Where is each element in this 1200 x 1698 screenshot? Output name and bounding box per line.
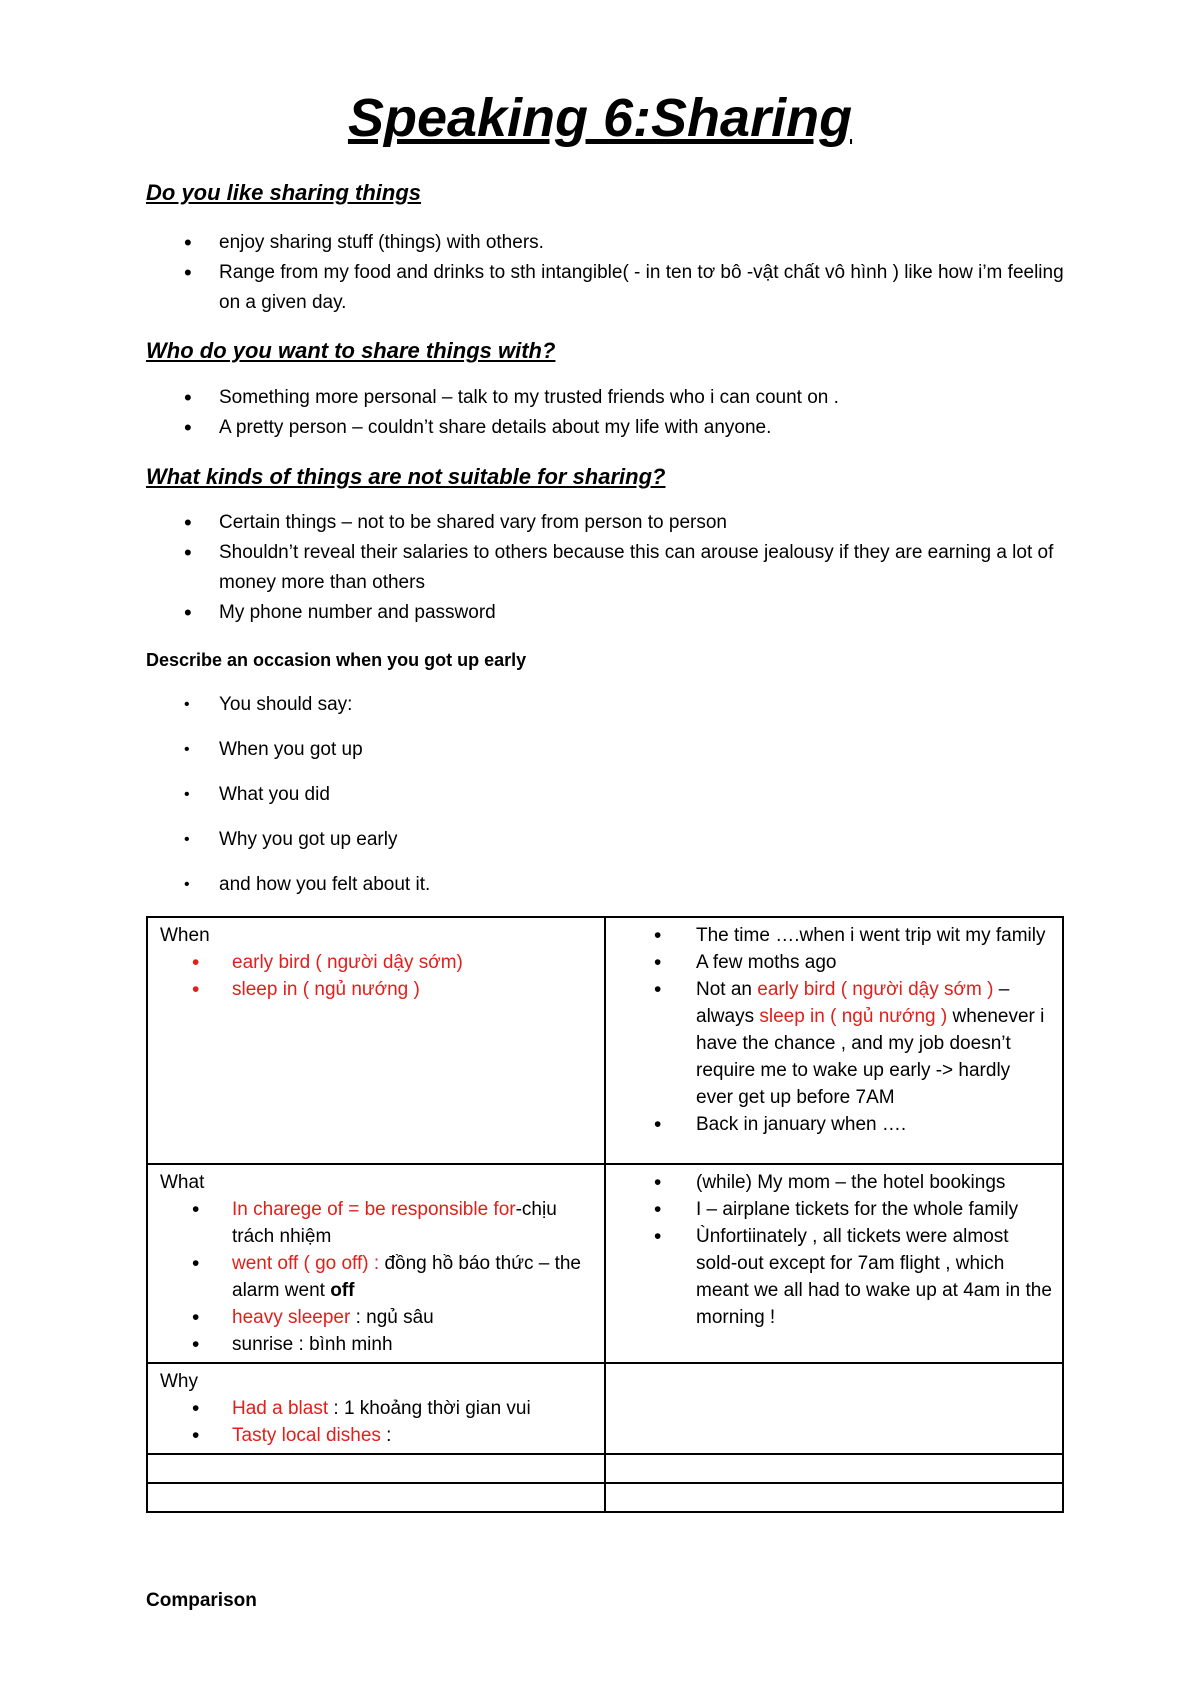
- answer-list: [646, 1169, 1052, 1331]
- table-row-empty: [147, 1454, 1063, 1483]
- question-heading-3: What kinds of things are not suitable for sharing?: [146, 464, 666, 489]
- text-run: :: [380, 1425, 392, 1446]
- highlight-text: early bird ( người dậy sớm ): [757, 979, 994, 1000]
- vocab-list: [160, 1196, 594, 1358]
- text-run: – always: [696, 979, 1010, 1027]
- cue-card-heading: Describe an occasion when you got up early: [146, 650, 527, 670]
- vocab-list: [160, 1395, 594, 1449]
- list-item: • (while) My mom – the hotel bookings: [646, 1169, 1052, 1196]
- vocab-list: [160, 949, 594, 1003]
- row-label-what: What: [160, 1172, 205, 1193]
- list-item: • Certain things – not to be shared vary from person to person: [146, 508, 1066, 538]
- highlight-text: In charege of = be responsible for: [232, 1199, 516, 1220]
- table-cell: [147, 1483, 605, 1512]
- question-heading-2: Who do you want to share things with?: [146, 338, 556, 363]
- list-item: • sunrise : bình minh: [160, 1331, 594, 1358]
- list-item: • sleep in ( ngủ nướng ): [160, 976, 594, 1003]
- table-row-why: [147, 1363, 1063, 1454]
- text-run: whenever i have the chance , and my job doesn’t require me to wake up early -> hardly ever get up before 7AM: [696, 1006, 1045, 1108]
- table-cell: [147, 1363, 605, 1454]
- text-run: : ngủ sâu: [350, 1307, 434, 1328]
- list-item: • Shouldn’t reveal their salaries to others because this can arouse jealousy if they are earning a lot of money more than others: [146, 538, 1066, 598]
- row-label-why: Why: [160, 1371, 198, 1392]
- list-item: • Range from my food and drinks to sth intangible( - in ten tơ bô -vật chất vô hình ) like how i’m feeling on a given day.: [146, 258, 1066, 318]
- list-item: • The time ….when i went trip wit my family: [646, 922, 1052, 949]
- list-item: • enjoy sharing stuff (things) with others.: [146, 228, 1066, 258]
- list-item: • Back in january when ….: [646, 1111, 1052, 1138]
- list-item: [646, 976, 1052, 1111]
- footer-heading: Comparison: [146, 1590, 257, 1611]
- table-row-what: [147, 1164, 1063, 1363]
- highlight-text: Tasty local dishes: [232, 1425, 381, 1446]
- table-cell: [147, 1454, 605, 1483]
- cue-card-list: [146, 682, 1066, 907]
- text-run: : 1 khoảng thời gian vui: [328, 1398, 531, 1419]
- list-item: • My phone number and password: [146, 598, 1066, 628]
- table-cell: [605, 917, 1063, 1164]
- text-run: Not an: [696, 979, 758, 1000]
- list-item: • I – airplane tickets for the whole family: [646, 1196, 1052, 1223]
- highlight-text: Had a blast: [232, 1398, 329, 1419]
- list-item: [160, 1196, 594, 1250]
- highlight-text: sleep in ( ngủ nướng ): [759, 1006, 948, 1027]
- list-item: • Ùnfortiinately , all tickets were almost sold-out except for 7am flight , which meant we all had to wake up at 4am in the morning !: [646, 1223, 1052, 1331]
- list-item: [160, 1304, 594, 1331]
- list-item: • and how you felt about it.: [146, 862, 1066, 907]
- table-cell: [605, 1483, 1063, 1512]
- highlight-text: heavy sleeper: [232, 1307, 351, 1328]
- list-item: • Why you got up early: [146, 817, 1066, 862]
- text-run: đồng hồ báo thức – the alarm went: [232, 1253, 581, 1301]
- answer-list: [646, 922, 1052, 1138]
- list-item: [160, 1250, 594, 1304]
- table-cell: [605, 1454, 1063, 1483]
- page-title: Speaking 6:Sharing: [347, 88, 853, 148]
- answer-list-2: [146, 383, 1066, 443]
- table-cell: [605, 1363, 1063, 1454]
- table-cell: [605, 1164, 1063, 1363]
- text-run: -chịu trách nhiệm: [232, 1199, 557, 1247]
- table-cell: [147, 1164, 605, 1363]
- question-heading-1: Do you like sharing things: [146, 180, 422, 205]
- row-label-when: When: [160, 925, 210, 946]
- list-item: • early bird ( người dậy sớm): [160, 949, 594, 976]
- table-cell: [147, 917, 605, 1164]
- list-item: • A few moths ago: [646, 949, 1052, 976]
- answer-list-3: [146, 508, 1066, 628]
- highlight-text: went off ( go off) :: [232, 1253, 380, 1274]
- bold-text: off: [330, 1280, 355, 1301]
- notes-table: [146, 916, 1064, 1513]
- list-item: • When you got up: [146, 727, 1066, 772]
- table-row-when: [147, 917, 1063, 1164]
- list-item: • You should say:: [146, 682, 1066, 727]
- table-row-empty: [147, 1483, 1063, 1512]
- list-item: [160, 1395, 594, 1422]
- list-item: • Something more personal – talk to my trusted friends who i can count on .: [146, 383, 1066, 413]
- list-item: • A pretty person – couldn’t share details about my life with anyone.: [146, 413, 1066, 443]
- list-item: [160, 1422, 594, 1449]
- list-item: • What you did: [146, 772, 1066, 817]
- answer-list-1: [146, 228, 1066, 318]
